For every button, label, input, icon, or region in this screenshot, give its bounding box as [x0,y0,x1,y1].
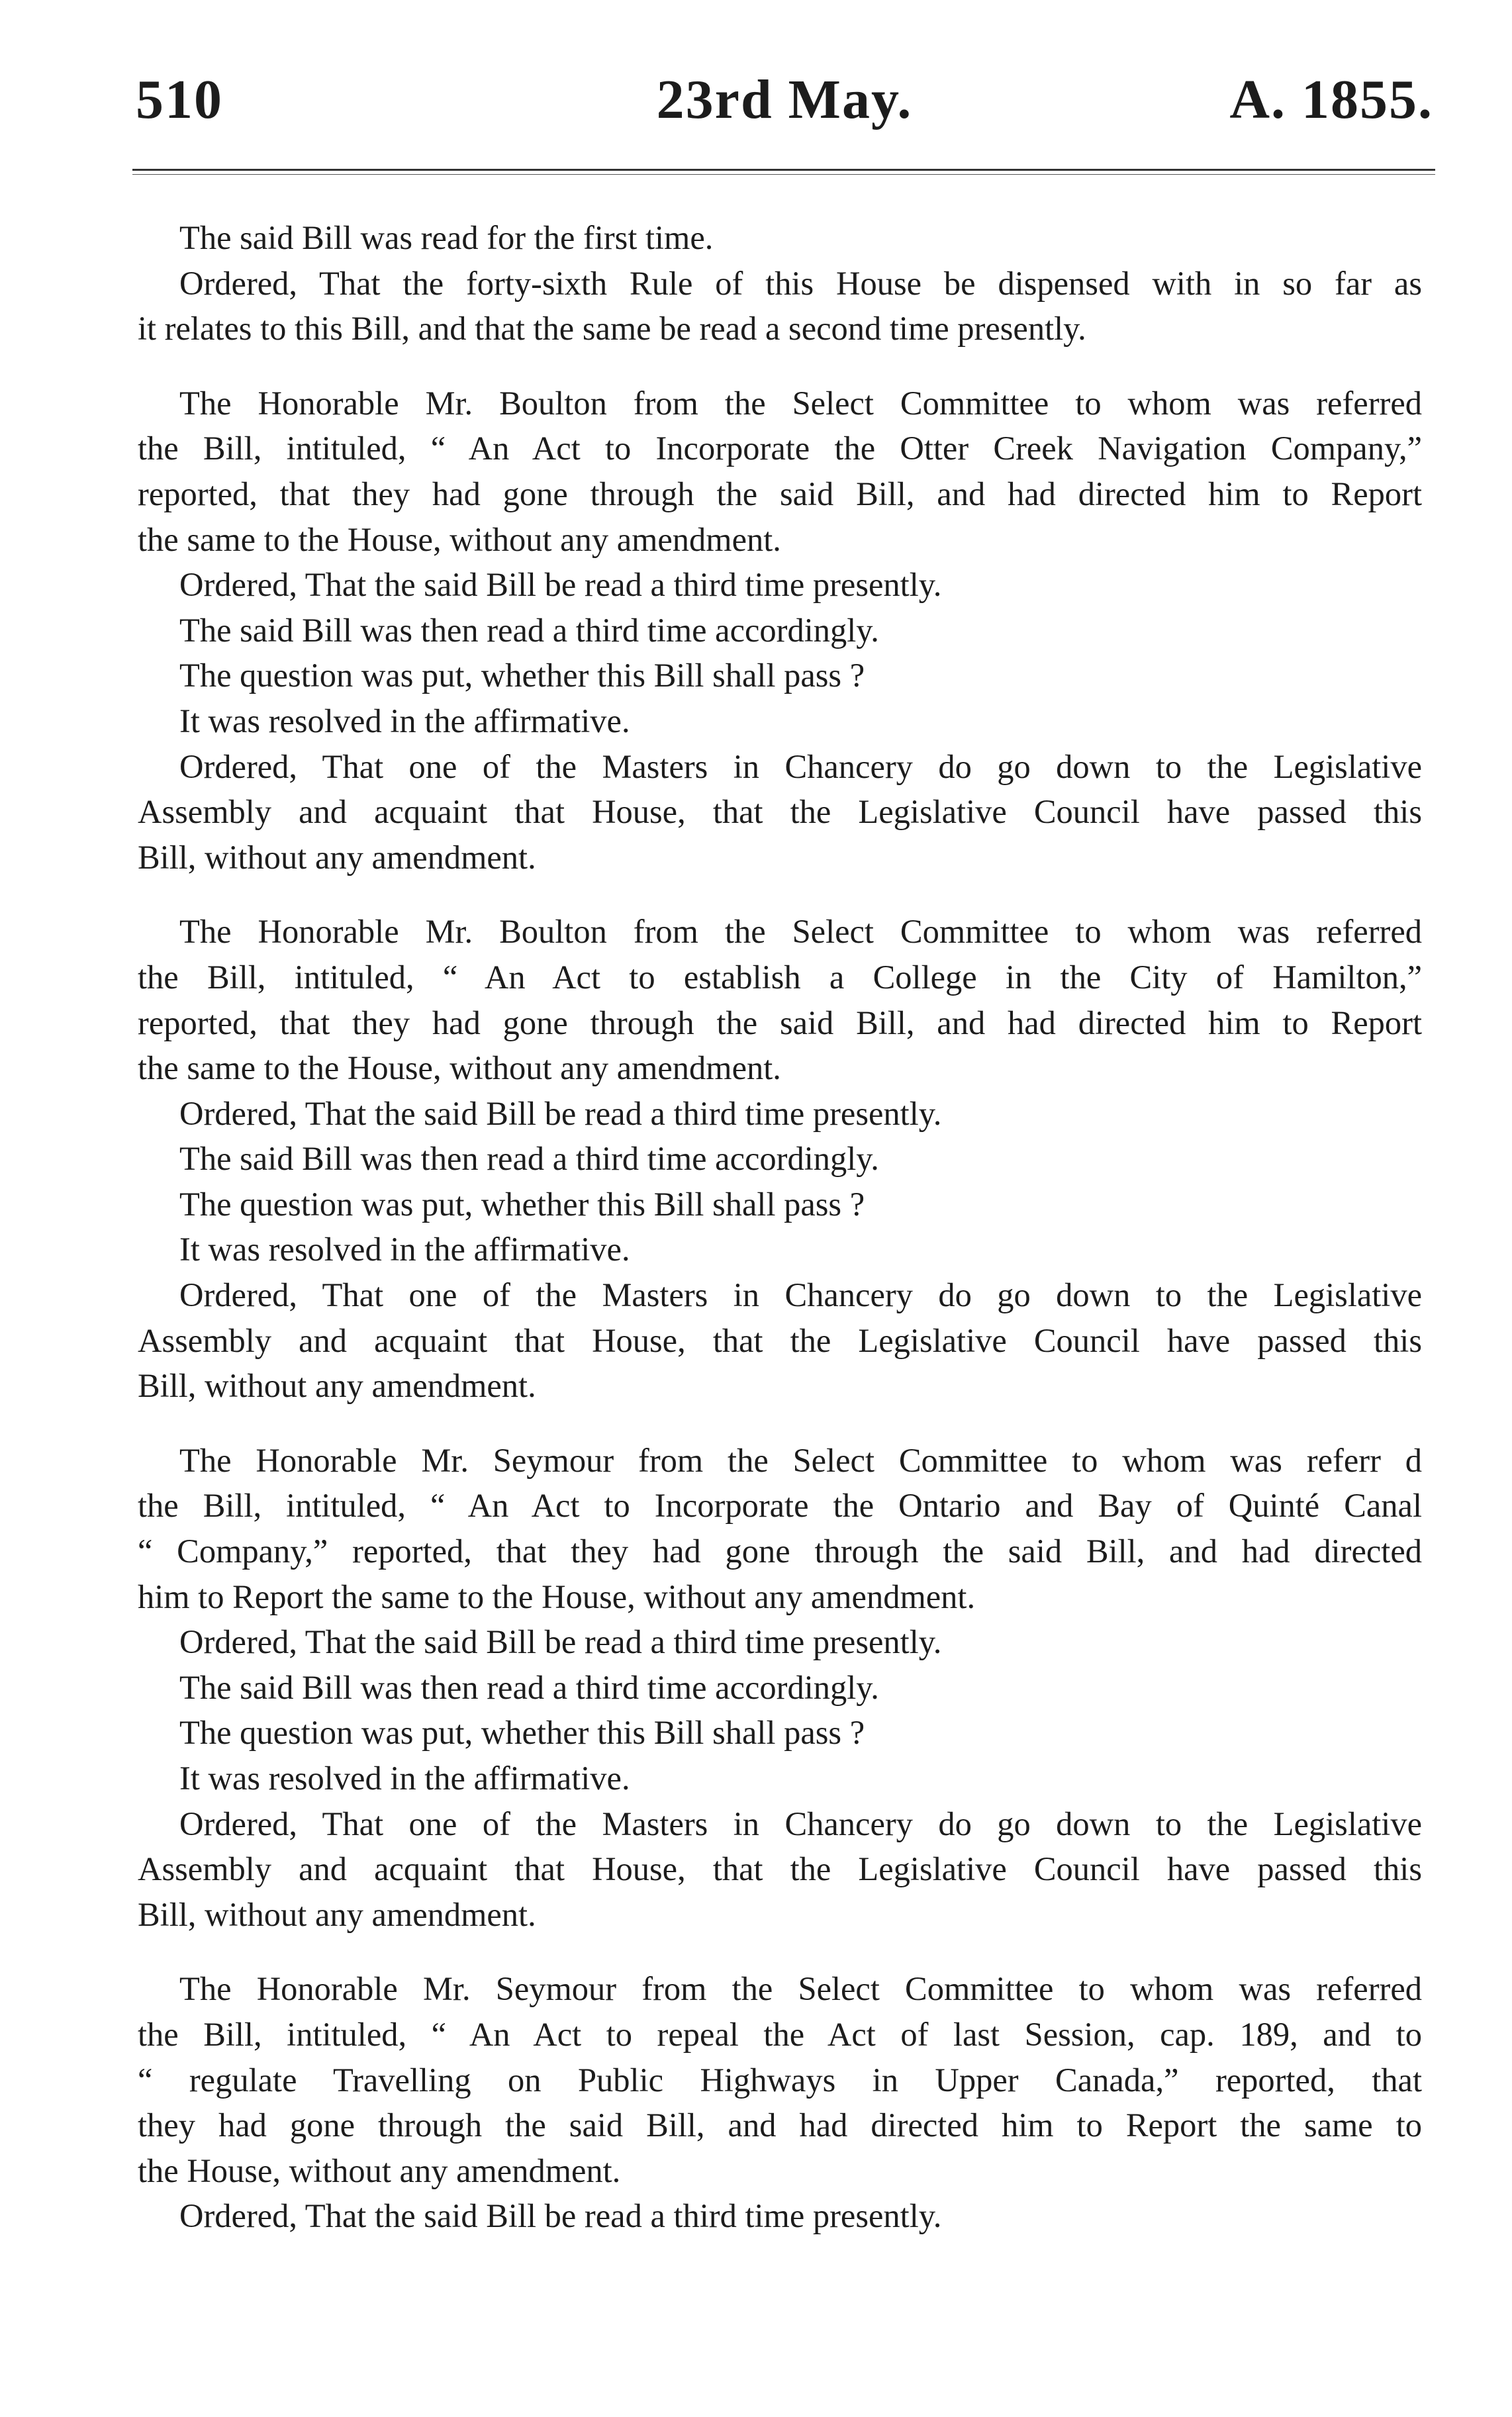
text-line: The question was put, whether this Bill shall pass ? [179,657,865,694]
text-line: The said Bill was read for the first time. [179,219,714,256]
paragraph-gap [138,1409,1422,1438]
text-line: Bill, without any amendment. [138,1895,536,1933]
text-line: the House, without any amendment. [138,2152,621,2189]
text-line: Ordered, That the said Bill be read a third time presently. [179,566,942,604]
text-line: The Honorable Mr. Boulton from the Select Committee to whom was referred [179,913,1422,951]
text-line: The question was put, whether this Bill shall pass ? [179,1185,865,1223]
text-line: The Honorable Mr. Boulton from the Select Committee to whom was referred [179,384,1422,422]
text-line: the Bill, intituled, “ An Act to repeal the Act of last Session, cap. 189, and to [138,2015,1422,2053]
text-line: Ordered, That the said Bill be read a third time presently. [179,1623,942,1661]
text-line: they had gone through the said Bill, and had directed him to Report the same to [138,2107,1422,2144]
paragraph-gap [138,352,1422,381]
text-line: Ordered, That one of the Masters in Chancery do go down to the Legislative [179,747,1422,785]
text-line: It was resolved in the affirmative. [179,702,630,739]
text-line: the Bill, intituled, “ An Act to establish a College in the City of Hamilton,” [138,958,1422,996]
text-line: The said Bill was then read a third time accordingly. [179,1668,879,1706]
text-line: It was resolved in the affirmative. [179,1760,630,1797]
text-line: Ordered, That one of the Masters in Chancery do go down to the Legislative [179,1805,1422,1842]
paragraph-gap [138,1937,1422,1966]
text-line: The Honorable Mr. Seymour from the Select Committee to whom was referr d [179,1441,1422,1479]
text-line: The said Bill was then read a third time accordingly. [179,1140,879,1178]
text-line: It was resolved in the affirmative. [179,1231,630,1268]
page-header [136,64,1433,136]
paragraph [138,215,1422,352]
paragraph [138,381,1422,880]
paragraph [138,1966,1422,2239]
text-line: the Bill, intituled, “ An Act to Incorporate the Ontario and Bay of Quinté Canal [138,1487,1422,1525]
header-rule [132,169,1435,171]
text-line: the Bill, intituled, “ An Act to Incorporate the Otter Creek Navigation Company,” [138,430,1422,467]
text-line: Assembly and acquaint that House, that the Legislative Council have passed this [138,1850,1422,1888]
text-line: Ordered, That the forty-sixth Rule of this House be dispensed with in so far as [179,264,1422,302]
paragraph-gap [138,880,1422,909]
text-line: reported, that they had gone through the said Bill, and had directed him to Report [138,475,1422,512]
header-year: A. 1855. [1229,69,1433,130]
text-line: The question was put, whether this Bill shall pass ? [179,1714,865,1752]
text-line: Ordered, That the said Bill be read a third time presently. [179,1094,942,1132]
page-number: 510 [136,69,223,130]
text-line: it relates to this Bill, and that the same be read a second time presently. [138,310,1086,348]
text-line: reported, that they had gone through the said Bill, and had directed him to Report [138,1004,1422,1041]
header-date: 23rd May. [656,69,913,130]
text-line: Assembly and acquaint that House, that the Legislative Council have passed this [138,793,1422,831]
text-line: Bill, without any amendment. [138,838,536,876]
text-line: him to Report the same to the House, without any amendment. [138,1578,976,1615]
text-line: The said Bill was then read a third time accordingly. [179,611,879,649]
text-line: Bill, without any amendment. [138,1367,536,1405]
paragraph [138,909,1422,1409]
page-body [138,215,1422,2239]
text-line: “ Company,” reported, that they had gone through the said Bill, and had directed [138,1533,1422,1570]
text-line: the same to the House, without any amendment. [138,1049,781,1087]
header-rule-thin [132,174,1435,175]
text-line: the same to the House, without any amendment. [138,520,781,558]
paragraph [138,1438,1422,1938]
text-line: Ordered, That the said Bill be read a third time presently. [179,2197,942,2235]
text-line: Ordered, That one of the Masters in Chancery do go down to the Legislative [179,1276,1422,1314]
text-line: The Honorable Mr. Seymour from the Select Committee to whom was referred [179,1970,1422,2008]
text-line: Assembly and acquaint that House, that the Legislative Council have passed this [138,1321,1422,1359]
text-line: “ regulate Travelling on Public Highways in Upper Canada,” reported, that [138,2061,1422,2099]
